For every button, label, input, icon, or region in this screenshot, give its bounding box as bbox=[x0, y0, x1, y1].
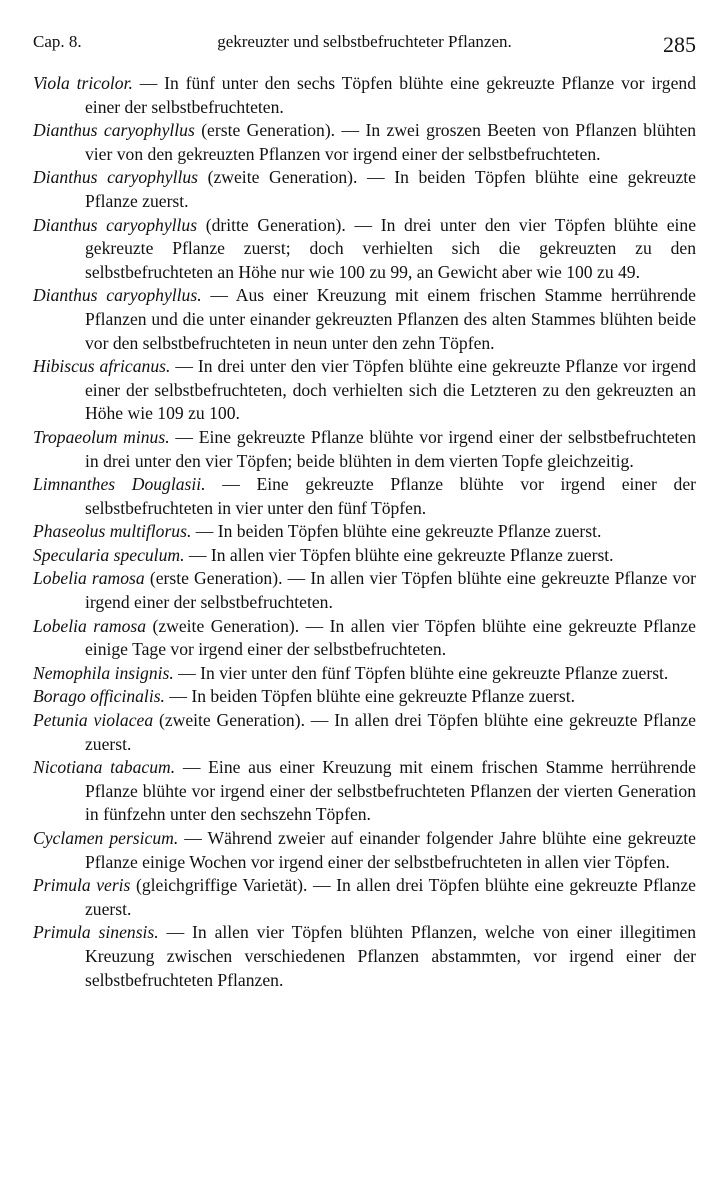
entry-text: — In allen vier Töpfen blühte eine gekreuzte Pflanze zuerst. bbox=[188, 544, 614, 565]
list-item bbox=[33, 473, 696, 520]
entry-note: (erste Generation). bbox=[149, 568, 283, 589]
species-name: Lobelia ramosa bbox=[33, 568, 145, 589]
list-item bbox=[33, 709, 696, 756]
running-head bbox=[33, 24, 696, 64]
species-name: Primula sinensis. bbox=[33, 922, 159, 943]
list-item bbox=[33, 119, 696, 166]
entry-text: — In vier unter den fünf Töpfen blühte eine gekreuzte Pflanze zuerst. bbox=[178, 662, 669, 683]
list-item bbox=[33, 827, 696, 874]
entry-text: — In allen vier Töpfen blühte eine gekreuzte Pflanze vor irgend einer der selbstbefruchteten. bbox=[85, 568, 696, 613]
species-name: Dianthus caryophyllus. bbox=[33, 285, 202, 306]
entry-text: — Eine gekreuzte Pflanze blühte vor irgend einer der selbstbefruchteten in drei unter den vier Töpfen; beide blühten in dem vierten Topfe gleichzeitig. bbox=[85, 426, 696, 471]
page-number: 285 bbox=[663, 32, 696, 57]
entry-text: — Eine gekreuzte Pflanze blühte vor irgend einer der selbstbefruchteten in vier unter den fünf Töpfen. bbox=[85, 474, 697, 518]
list-item bbox=[33, 756, 696, 827]
list-item bbox=[33, 426, 696, 473]
species-name: Dianthus caryophyllus bbox=[33, 120, 195, 141]
entry-note: (gleichgriffige Varietät). bbox=[135, 875, 308, 896]
running-title: gekreuzter und selbstbefruchteter Pflanzen. bbox=[217, 32, 512, 51]
species-name: Viola tricolor. bbox=[33, 73, 133, 93]
entry-list bbox=[33, 72, 696, 992]
list-item bbox=[33, 685, 696, 709]
species-name: Tropaeolum minus. bbox=[33, 426, 170, 447]
entry-text: — In allen drei Töpfen blühte eine gekreuzte Pflanze zuerst. bbox=[85, 875, 696, 919]
entry-note: (dritte Generation). bbox=[205, 214, 346, 235]
entry-text: — In allen vier Töpfen blühten Pflanzen, welche von einer illegitimen Kreuzung zwischen verschiedenen Pflanzen abstammten, vor irgend einer der selbstbefruchteten Pflanzen. bbox=[85, 922, 696, 990]
species-name: Nemophila insignis. bbox=[33, 662, 174, 683]
list-item bbox=[33, 355, 696, 426]
species-name: Specularia speculum. bbox=[33, 544, 185, 565]
species-name: Borago officinalis. bbox=[33, 686, 165, 707]
species-name: Lobelia ramosa bbox=[33, 615, 147, 636]
species-name: Cyclamen persicum. bbox=[33, 828, 179, 848]
entry-text: — In zwei groszen Beeten von Pflanzen blühten vier von den gekreuzten Pflanzen vor irgend einer der selbstbefruchteten. bbox=[85, 120, 697, 164]
list-item bbox=[33, 544, 696, 568]
list-item bbox=[33, 615, 696, 662]
entry-text: — Während zweier auf einander folgender Jahre blühte eine gekreuzte Pflanze einige Wochen vor irgend einer der selbstbefruchteten in allen vier Töpfen. bbox=[85, 828, 696, 872]
species-name: Dianthus caryophyllus bbox=[33, 214, 198, 235]
entry-text: — In allen vier Töpfen blühte eine gekreuzte Pflanze einige Tage vor irgend einer der selbstbefruchteten. bbox=[85, 615, 696, 660]
entry-note: (erste Generation). bbox=[201, 120, 336, 141]
species-name: Phaseolus multiflorus. bbox=[33, 521, 192, 542]
species-name: Primula veris bbox=[33, 875, 131, 896]
entry-text: — Aus einer Kreuzung mit einem frischen Stamme herrührende Pflanzen und die unter einander gekreuzten Pflanzen des alten Stammes blühten beide vor den selbstbefruchteten in neun unter den zehn Töpfen. bbox=[85, 285, 696, 353]
list-item bbox=[33, 72, 696, 119]
chapter-label: Cap. 8. bbox=[33, 32, 82, 51]
list-item bbox=[33, 214, 696, 285]
entry-text: — In beiden Töpfen blühte eine gekreuzte Pflanze zuerst. bbox=[169, 686, 575, 707]
entry-text: — In beiden Töpfen blühte eine gekreuzte Pflanze zuerst. bbox=[195, 521, 602, 542]
entry-text: — In fünf unter den sechs Töpfen blühte eine gekreuzte Pflanze vor irgend einer der selbstbefruchteten. bbox=[85, 73, 696, 117]
list-item bbox=[33, 520, 696, 544]
list-item bbox=[33, 921, 696, 992]
list-item bbox=[33, 284, 696, 355]
entry-text: — In allen drei Töpfen blühte eine gekreuzte Pflanze zuerst. bbox=[85, 710, 696, 754]
entry-text: — In drei unter den vier Töpfen blühte eine gekreuzte Pflanze zuerst; doch verhielten sich die gekreuzten zu den selbstbefruchteten an Höhe nur wie 100 zu 99, an Gewicht aber wie 100 zu 49. bbox=[85, 214, 697, 282]
species-name: Petunia violacea bbox=[33, 710, 154, 731]
entry-note: (zweite Generation). bbox=[152, 615, 300, 636]
entry-text: — In drei unter den vier Töpfen blühte eine gekreuzte Pflanze vor irgend einer der selbstbefruchteten, doch verhielten sich die Letzteren zu den gekreuzten an Höhe wie 109 zu 100. bbox=[85, 356, 697, 424]
species-name: Dianthus caryophyllus bbox=[33, 167, 199, 188]
species-name: Nicotiana tabacum. bbox=[33, 757, 176, 778]
entry-text: — In beiden Töpfen blühte eine gekreuzte Pflanze zuerst. bbox=[85, 167, 696, 211]
list-item bbox=[33, 662, 696, 686]
entry-note: (zweite Generation). bbox=[207, 167, 358, 188]
species-name: Hibiscus africanus. bbox=[33, 356, 171, 377]
entry-text: — Eine aus einer Kreuzung mit einem frischen Stamme herrührende Pflanze blühte vor irgend einer der selbstbefruchteten Pflanzen der vierten Generation in fünfzehn unter den sechszehn Töpfen. bbox=[85, 757, 696, 825]
entry-note: (zweite Generation). bbox=[158, 710, 305, 731]
list-item bbox=[33, 166, 696, 213]
list-item bbox=[33, 567, 696, 614]
species-name: Limnanthes Douglasii. bbox=[33, 474, 206, 495]
list-item bbox=[33, 874, 696, 921]
